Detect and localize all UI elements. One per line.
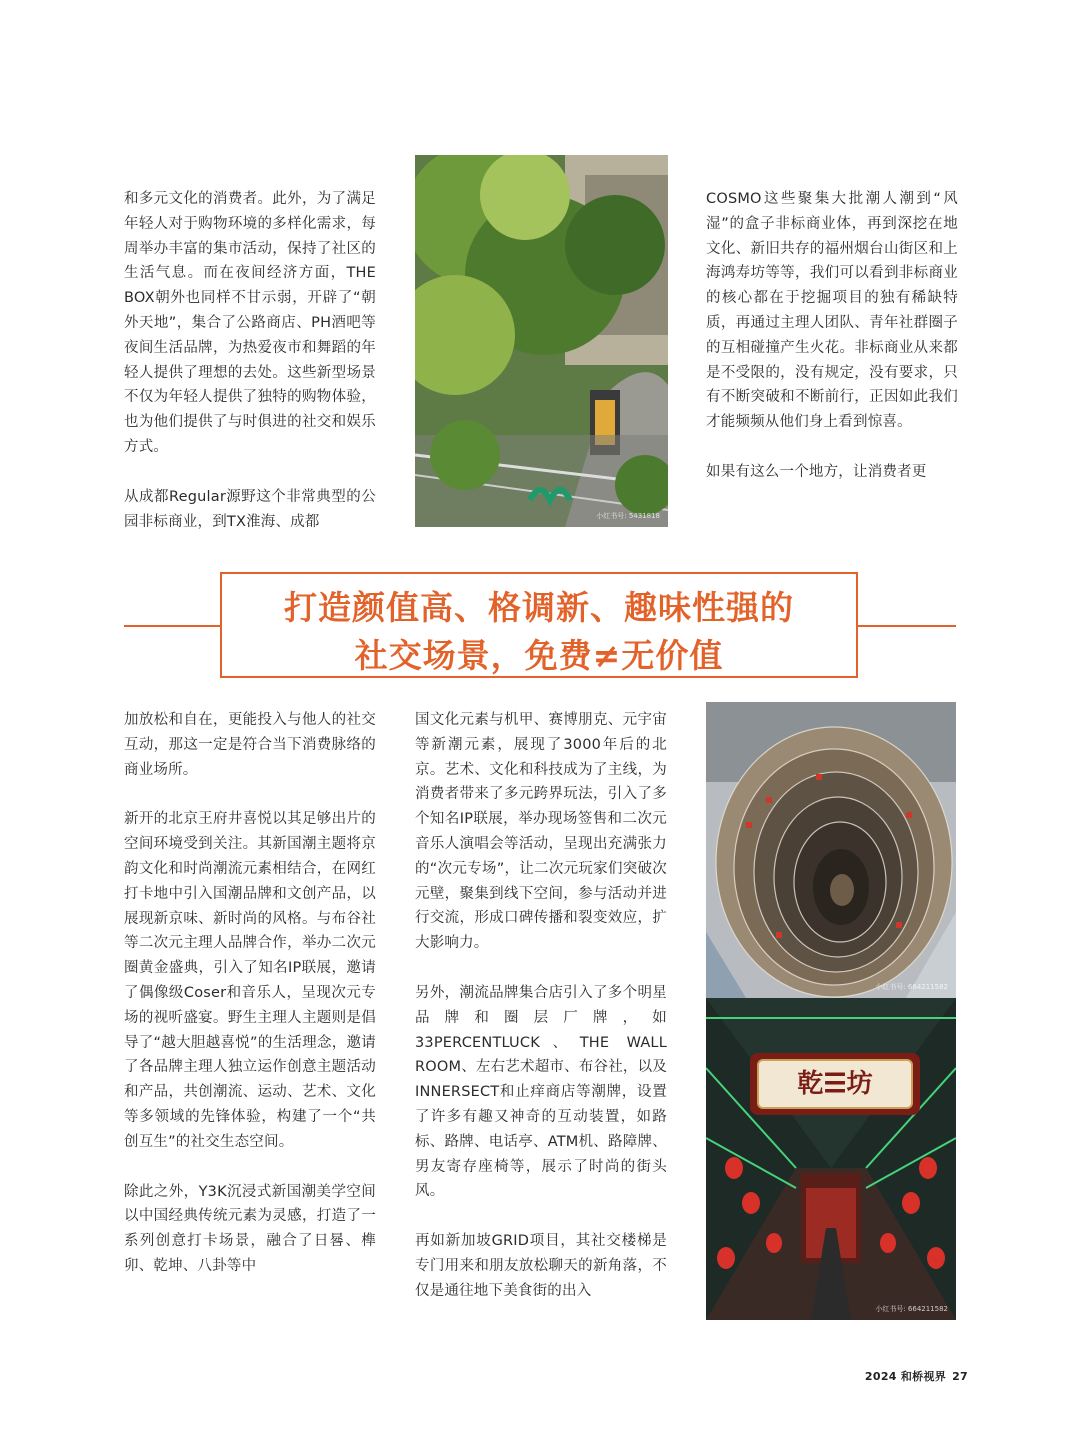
column-top-right bbox=[706, 187, 958, 485]
garden-photo bbox=[415, 155, 668, 527]
column-top-left bbox=[124, 187, 376, 534]
paragraph: 和多元文化的消费者。此外，为了满足年轻人对于购物环境的多样化需求，每周举办丰富的集市活动，保持了社区的生活气息。而在夜间经济方面，THE BOX朝外也同样不甘示弱，开辟了“朝外天地”，集合了公路商店、PH酒吧等夜间生活品牌，为热爱夜市和舞蹈的年轻人提供了理想的去处。这些新型场景不仅为年轻人提供了独特的购物体验，也为他们提供了与时俱进的社交和娱乐方式。 bbox=[124, 191, 376, 455]
banner-rule-left bbox=[124, 625, 220, 627]
page-footer bbox=[859, 1368, 968, 1384]
paragraph: 再如新加坡GRID项目，其社交楼梯是专门用来和朋友放松聊天的新角落，不仅是通往地下美食街的出入 bbox=[415, 1233, 667, 1299]
pull-quote-line-1: 打造颜值高、格调新、趣味性强的 bbox=[284, 588, 794, 627]
watermark: 小红书号: 664211582 bbox=[875, 1305, 948, 1313]
column-bottom-middle bbox=[415, 708, 667, 1304]
paragraph: 如果有这么一个地方，让消费者更 bbox=[706, 463, 927, 480]
publication-title: 2024 和桥视界 bbox=[864, 1370, 947, 1383]
paragraph: 从成都Regular源野这个非常典型的公园非标商业，到TX淮海、成都 bbox=[124, 488, 376, 530]
paragraph: 另外，潮流品牌集合店引入了多个明星品牌和圈层厂牌，如33PERCENTLUCK、THE WALL ROOM、左右艺术超市、布谷社，以及INNERSECT和止痒商店等潮牌，设置了许多有趣又神奇的互动装置，如路标、路牌、电话亭、ATM机、路障牌、男友寄存座椅等，展示了时尚的街头风。 bbox=[415, 984, 668, 1200]
page-number: 27 bbox=[952, 1370, 968, 1383]
paragraph: 国文化元素与机甲、赛博朋克、元宇宙等新潮元素，展现了3000年后的北京。艺术、文化和科技成为了主线，为消费者带来了多元跨界玩法，引入了多个知名IP联展，举办现场签售和二次元音乐人演唱会等活动，呈现出充满张力的“次元专场”，让二次元玩家们突破次元壁，聚集到线下空间，参与活动并进行交流，形成口碑传播和裂变效应，扩大影响力。 bbox=[415, 712, 667, 952]
atrium-photo bbox=[706, 702, 956, 998]
gate-photo bbox=[706, 998, 956, 1320]
watermark: 小红书号: 664211582 bbox=[875, 983, 948, 991]
paragraph: 新开的北京王府井喜悦以其足够出片的空间环境受到关注。其新国潮主题将京韵文化和时尚潮流元素相结合，在网红打卡地中引入国潮品牌和文创产品，以展现新京味、新时尚的风格。与布谷社等二次元主理人品牌合作，举办二次元圈黄金盛典，引入了知名IP联展，邀请了偶像级Coser和音乐人，呈现次元专场的视听盛宴。野生主理人主题则是倡导了“越大胆越喜悦”的生活理念，邀请了各品牌主理人独立运作创意主题活动和产品，共创潮流、运动、艺术、文化等多领域的先锋体验，构建了一个“共创互生”的社交生态空间。 bbox=[124, 811, 376, 1150]
gate-sign: 乾☰坊 bbox=[797, 1069, 873, 1099]
paragraph: 除此之外，Y3K沉浸式新国潮美学空间以中国经典传统元素为灵感，打造了一系列创意打卡场景，融合了日晷、榫卯、乾坤、八卦等中 bbox=[124, 1183, 376, 1274]
pull-quote-line-2: 社交场景，免费≠无价值 bbox=[354, 636, 724, 675]
pull-quote-banner bbox=[220, 572, 858, 678]
paragraph: 加放松和自在，更能投入与他人的社交互动，那这一定是符合当下消费脉络的商业场所。 bbox=[124, 712, 376, 778]
banner-rule-right bbox=[858, 625, 956, 627]
watermark: 小红书号: 5431818 bbox=[596, 512, 660, 520]
paragraph: COSMO这些聚集大批潮人潮到“风湿”的盒子非标商业体，再到深挖在地文化、新旧共存的福州烟台山街区和上海鸿寿坊等等，我们可以看到非标商业的核心都在于挖掘项目的独有稀缺特质，再通过主理人团队、青年社群圈子的互相碰撞产生火花。非标商业从来都是不受限的，没有规定，没有要求，只有不断突破和不断前行，正因如此我们才能频频从他们身上看到惊喜。 bbox=[706, 191, 958, 431]
column-bottom-left bbox=[124, 708, 376, 1279]
